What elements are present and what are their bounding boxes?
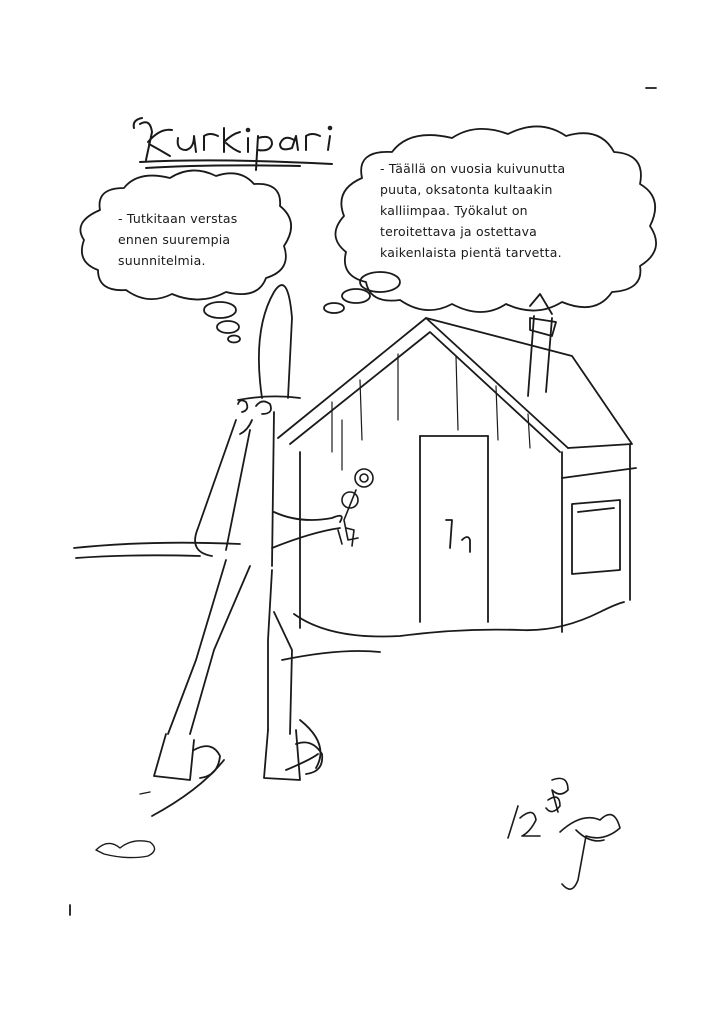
right-bubble-line: kaikenlaista pientä tarvetta. — [380, 245, 562, 260]
left-bubble-line: - Tutkitaan verstas — [118, 211, 238, 226]
title-logo — [134, 118, 332, 170]
left-bubble-line: suunnitelmia. — [118, 253, 206, 268]
workshop-building — [278, 294, 636, 632]
ground-scribbles — [96, 792, 155, 858]
right-bubble-line: teroitettava ja ostettava — [380, 224, 538, 239]
left-bubble-text — [118, 208, 238, 271]
ground-lines — [74, 543, 624, 816]
right-bubble-line: puuta, oksatonta kultaakin — [380, 182, 553, 197]
right-bubble-text — [380, 158, 565, 263]
right-bubble-line: kalliimpaa. Työkalut on — [380, 203, 528, 218]
right-bubble-line: - Täällä on vuosia kuivunutta — [380, 161, 566, 176]
key-icon — [338, 469, 373, 546]
left-bubble-line: ennen suurempia — [118, 232, 231, 247]
man-figure — [154, 285, 342, 780]
signature-mark — [508, 778, 620, 889]
